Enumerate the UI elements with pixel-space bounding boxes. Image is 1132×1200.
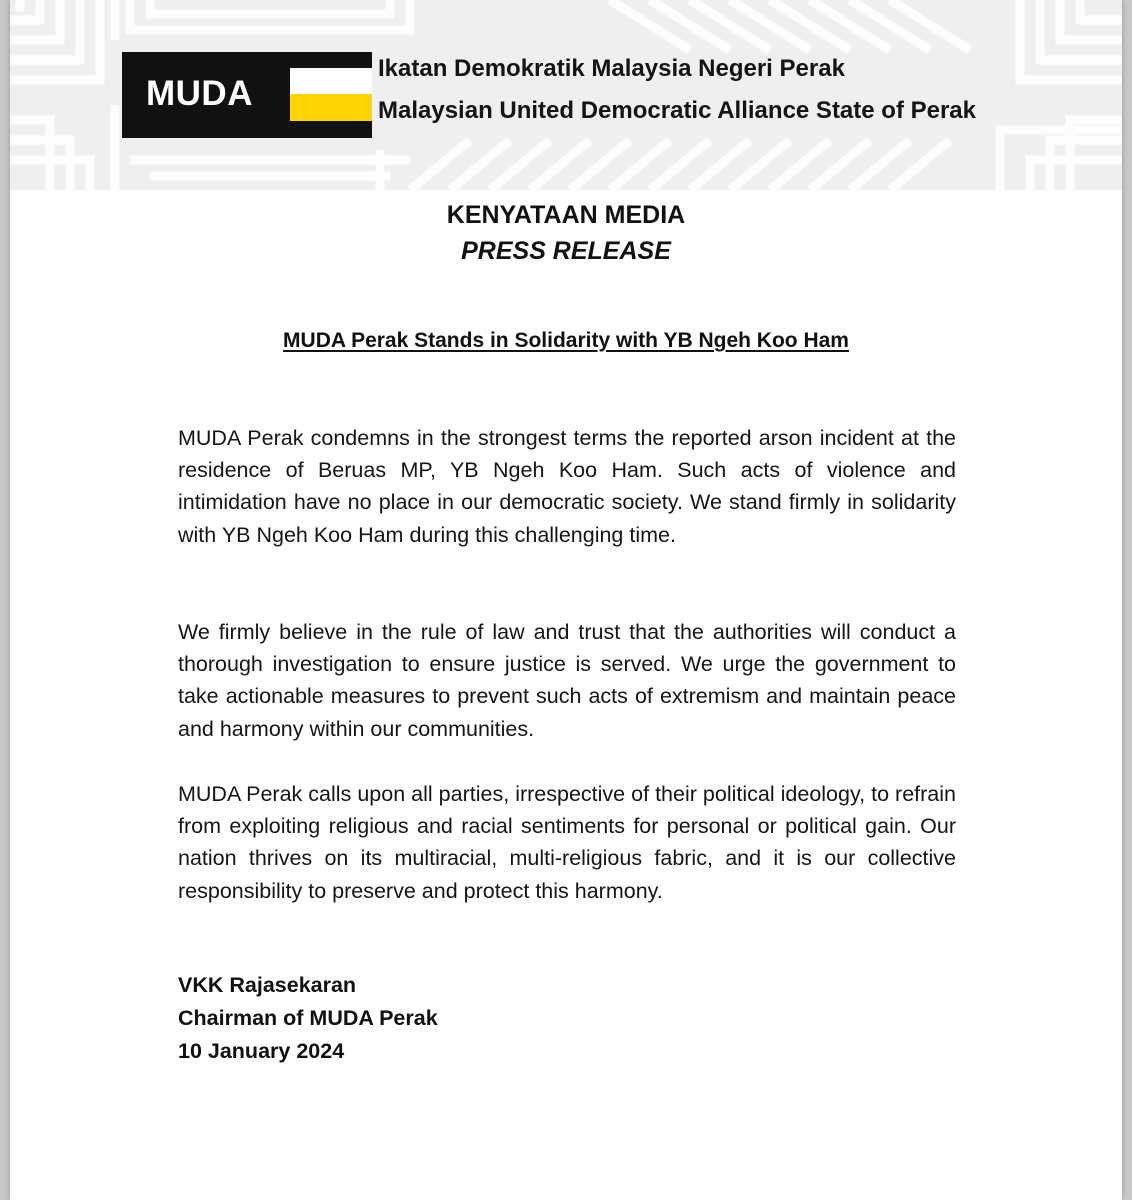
release-date: 10 January 2024 xyxy=(178,1039,345,1063)
signatory-position: Chairman of MUDA Perak xyxy=(178,1006,438,1030)
logo-text: MUDA xyxy=(146,74,253,113)
signatory-name: VKK Rajasekaran xyxy=(178,973,357,997)
logo-white-block xyxy=(290,68,372,94)
paragraph-2: We firmly believe in the rule of law and trust that the authorities will conduct a thorough investigation to ensure justice is served. We urge the government to take actionable measures to prevent such acts of extremism and maintain peace and harmony within our communities. xyxy=(178,620,956,741)
title-malay: KENYATAAN MEDIA xyxy=(446,201,686,229)
muda-logo xyxy=(122,52,372,138)
org-name-english: Malaysian United Democratic Alliance State of Perak xyxy=(378,97,976,124)
paragraph-3: MUDA Perak calls upon all parties, irrespective of their political ideology, to refrain from exploiting religious and racial sentiments for personal or political gain. Our nation thrives on its multiracial, multi-religious fabric, and it is our collective responsibility to preserve and protect this harmony. xyxy=(178,782,956,903)
title-english: PRESS RELEASE xyxy=(461,237,671,265)
letterhead-band xyxy=(10,0,1122,190)
headline: MUDA Perak Stands in Solidarity with YB Ngeh Koo Ham xyxy=(283,329,849,352)
paragraph-1: MUDA Perak condemns in the strongest terms the reported arson incident at the residence of Beruas MP, YB Ngeh Koo Ham. Such acts of violence and intimidation have no place in our democratic society. We stand firmly in solidarity with YB Ngeh Koo Ham during this challenging time. xyxy=(178,426,956,547)
logo-yellow-block xyxy=(290,94,372,121)
org-name-malay: Ikatan Demokratik Malaysia Negeri Perak xyxy=(378,55,845,82)
press-release-page xyxy=(10,0,1122,1200)
